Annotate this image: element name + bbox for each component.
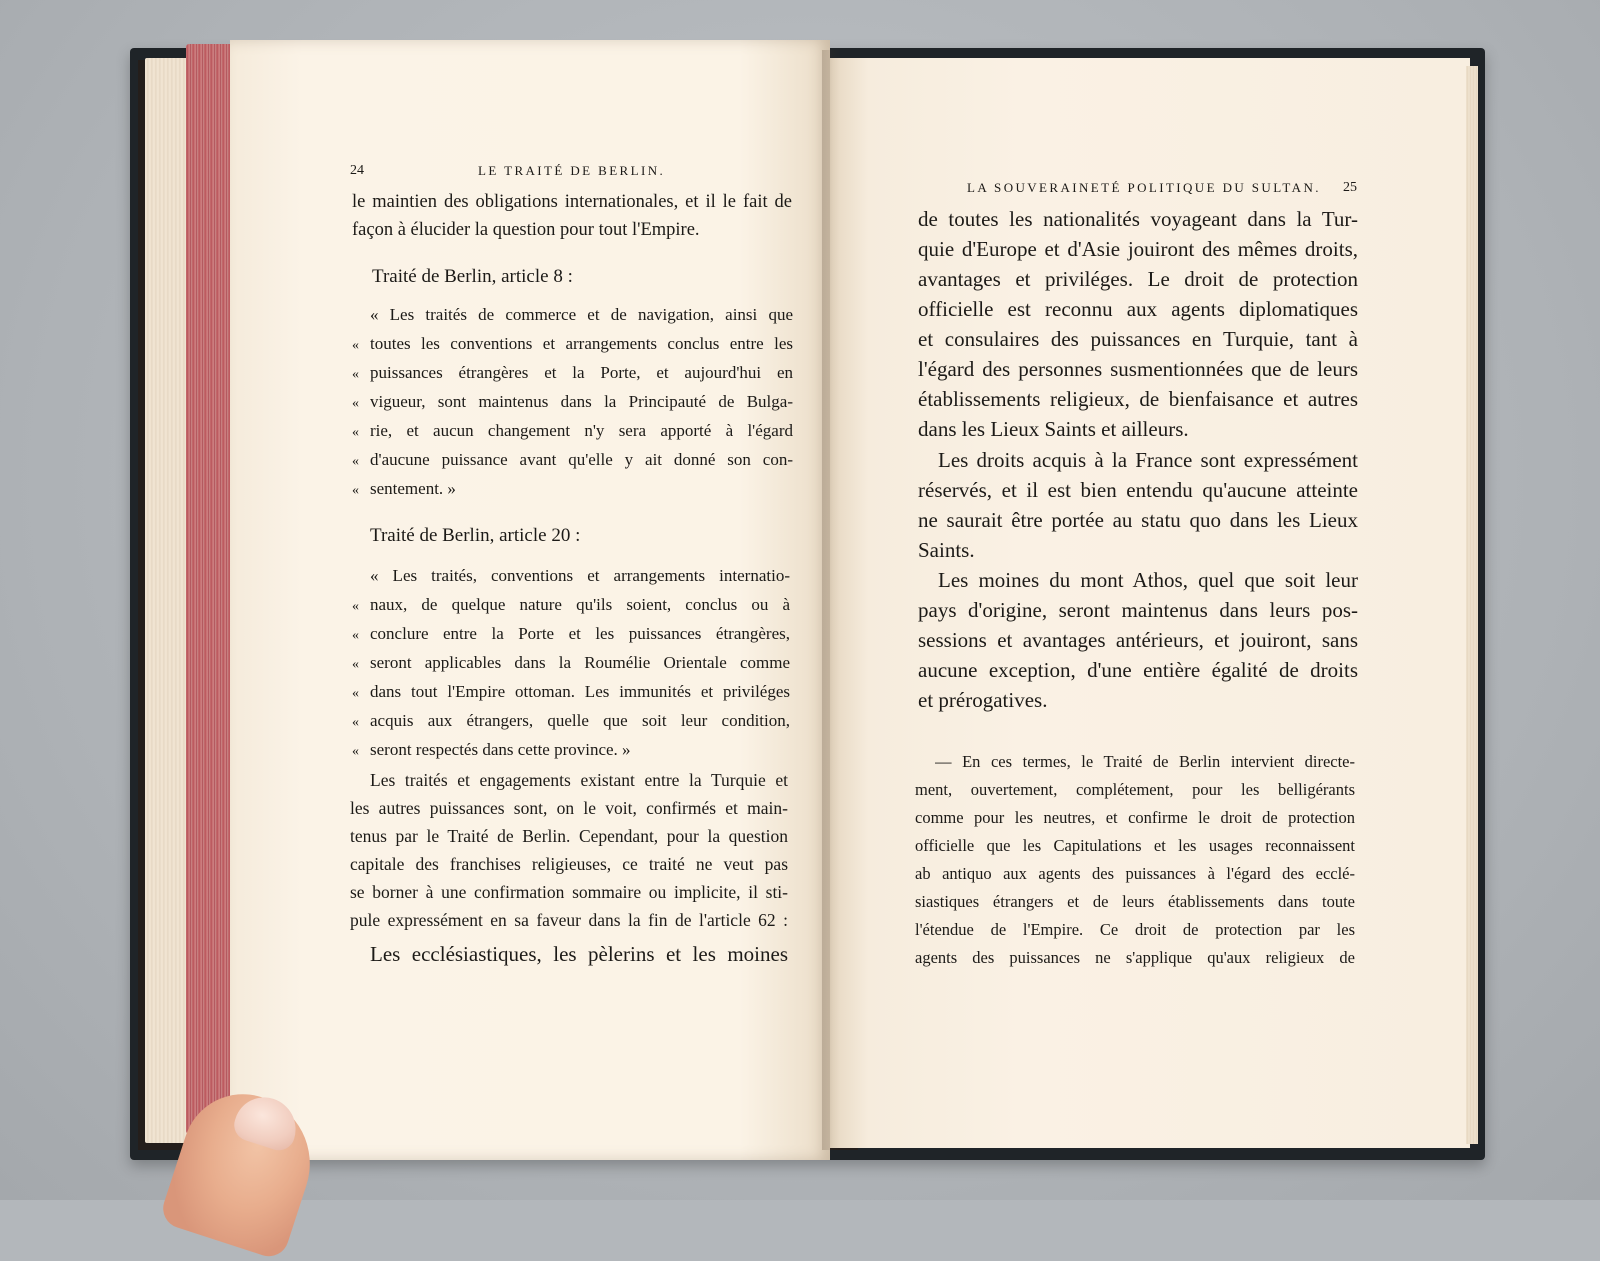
body-line: réservés, et il est bien entendu qu'aucune atteinte bbox=[918, 478, 1358, 502]
body-line: avantages et priviléges. Le droit de protection bbox=[918, 267, 1358, 291]
quote-line: sentement. » bbox=[370, 479, 456, 498]
body-line: Les traités et engagements existant entre la Turquie et bbox=[370, 770, 788, 790]
quote-mark: « bbox=[352, 483, 359, 498]
body-line: tenus par le Traité de Berlin. Cependant, pour la question bbox=[350, 826, 788, 846]
body-line: les autres puissances sont, on le voit, confirmés et main- bbox=[350, 798, 788, 818]
body-line: l'égard des personnes susmentionnées que de leurs bbox=[918, 357, 1358, 381]
left-heading-article-20: Traité de Berlin, article 20 : bbox=[370, 525, 581, 546]
body-line: et consulaires des puissances en Turquie, tant à bbox=[918, 327, 1358, 351]
body-line: se borner à une confirmation sommaire ou implicite, il sti- bbox=[350, 882, 788, 902]
quote-mark: « bbox=[352, 454, 359, 469]
body-line: — En ces termes, le Traité de Berlin intervient directe- bbox=[935, 752, 1355, 771]
left-intro-line-1: le maintien des obligations internationales, et il le fait de bbox=[352, 192, 792, 212]
body-line: dans les Lieux Saints et ailleurs. bbox=[918, 417, 1189, 441]
body-line: ab antiquo aux agents des puissances à l'égard des ecclé- bbox=[915, 864, 1355, 883]
body-line: Saints. bbox=[918, 538, 975, 562]
quote-line: rie, et aucun changement n'y sera apporté à l'égard bbox=[370, 421, 793, 440]
quote-line: naux, de quelque nature qu'ils soient, conclus ou à bbox=[370, 595, 790, 614]
left-heading-article-8: Traité de Berlin, article 8 : bbox=[372, 266, 573, 287]
left-page-number: 24 bbox=[350, 163, 364, 178]
quote-line: conclure entre la Porte et les puissances étrangères, bbox=[370, 624, 790, 643]
body-line: officielle que les Capitulations et les usages reconnaissent bbox=[915, 836, 1355, 855]
body-line: quie d'Europe et d'Asie jouiront des mêmes droits, bbox=[918, 237, 1358, 261]
quote-line: « Les traités de commerce et de navigation, ainsi que bbox=[370, 305, 793, 324]
quote-mark: « bbox=[352, 686, 359, 701]
left-running-head: LE TRAITÉ DE BERLIN. bbox=[478, 163, 666, 178]
quote-line: seront applicables dans la Roumélie Orientale comme bbox=[370, 653, 790, 672]
body-line: officielle est reconnu aux agents diplomatiques bbox=[918, 297, 1358, 321]
quote-mark: « bbox=[352, 715, 359, 730]
left-last-line: Les ecclésiastiques, les pèlerins et les moines bbox=[370, 942, 788, 966]
body-line: établissements religieux, de bienfaisance et autres bbox=[918, 387, 1358, 411]
quote-line: vigueur, sont maintenus dans la Principauté de Bulga- bbox=[370, 392, 793, 411]
body-line: pays d'origine, seront maintenus dans leurs pos- bbox=[918, 598, 1358, 622]
quote-mark: « bbox=[352, 744, 359, 759]
quote-mark: « bbox=[352, 657, 359, 672]
body-line: aucune exception, d'une entière égalité de droits bbox=[918, 658, 1358, 682]
left-intro-line-2: façon à élucider la question pour tout l'Empire. bbox=[352, 220, 700, 240]
quote-mark: « bbox=[352, 628, 359, 643]
quote-mark: « bbox=[352, 367, 359, 382]
quote-line: puissances étrangères et la Porte, et aujourd'hui en bbox=[370, 363, 793, 382]
right-page-edges bbox=[1466, 66, 1478, 1144]
right-running-head: LA SOUVERAINETÉ POLITIQUE DU SULTAN. bbox=[967, 180, 1321, 195]
body-line: de toutes les nationalités voyageant dans la Tur- bbox=[918, 207, 1358, 231]
body-line: pule expressément en sa faveur dans la fin de l'article 62 : bbox=[350, 910, 788, 930]
quote-mark: « bbox=[352, 338, 359, 353]
quote-mark: « bbox=[352, 599, 359, 614]
body-line: agents des puissances ne s'applique qu'aux religieux de bbox=[915, 948, 1355, 967]
body-line: Les droits acquis à la France sont expressément bbox=[938, 448, 1358, 472]
quote-mark: « bbox=[352, 425, 359, 440]
quote-line: « Les traités, conventions et arrangements internatio- bbox=[370, 566, 790, 585]
quote-line: dans tout l'Empire ottoman. Les immunités et priviléges bbox=[370, 682, 790, 701]
body-line: l'étendue de l'Empire. Ce droit de protection par les bbox=[915, 920, 1355, 939]
quote-line: toutes les conventions et arrangements conclus entre les bbox=[370, 334, 793, 353]
quote-line: acquis aux étrangers, quelle que soit leur condition, bbox=[370, 711, 790, 730]
quote-line: seront respectés dans cette province. » bbox=[370, 740, 631, 759]
body-line: comme pour les neutres, et confirme le droit de protection bbox=[915, 808, 1355, 827]
right-page-number: 25 bbox=[1343, 180, 1357, 195]
body-line: sessions et avantages antérieurs, et jouiront, sans bbox=[918, 628, 1358, 652]
quote-line: d'aucune puissance avant qu'elle y ait donné son con- bbox=[370, 450, 793, 469]
body-line: ne saurait être portée au statu quo dans les Lieux bbox=[918, 508, 1358, 532]
body-line: Les moines du mont Athos, quel que soit leur bbox=[938, 568, 1358, 592]
body-line: capitale des franchises religieuses, ce traité ne veut pas bbox=[350, 854, 788, 874]
body-line: et prérogatives. bbox=[918, 688, 1048, 712]
body-line: ment, ouvertement, complétement, pour les belligérants bbox=[915, 780, 1355, 799]
book-gutter bbox=[822, 50, 840, 1150]
body-line: siastiques étrangers et de leurs établissements dans toute bbox=[915, 892, 1355, 911]
quote-mark: « bbox=[352, 396, 359, 411]
